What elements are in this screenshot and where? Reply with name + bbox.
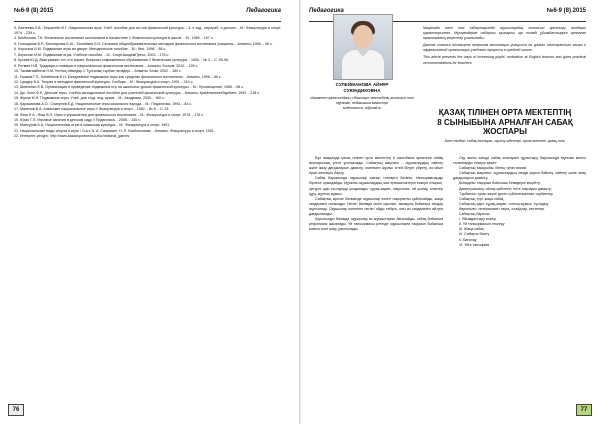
reference-item: 20. Мансуров Б.А. Национальные игры и казахская культура. - М.: Физкультура и спорт, 1991. (14, 123, 171, 128)
author-name-line1: СУЛЕЙМАНОВА АЙНҰР (335, 82, 389, 87)
lesson-plan-line: Сабақтың мақсаты: оқушылардың сөздік қорын байыту, сөйлеу және жазу дағдыларын дамыту; (453, 171, 586, 181)
author-photo (333, 14, 393, 80)
reference-item: 21. Национальные виды спорта и игры / Сост. А. А. Сапрыкин, Н. П. Бекбосынова. - Алматы: Физкультура и спорт, 1991. (14, 128, 215, 133)
abstract-paragraph: This article presents the ways of increasing pupils' motivation at English lessons and gives practical recommendations for teachers. (423, 55, 586, 65)
lesson-plan-line: Сабақтың түрі: жаңа сабақ (459, 196, 504, 201)
body-paragraph: Бұл мақалада қазақ тілінен орта мектептің 8 сыныбына арналған сабақ жоспарының үлгісі ұсынылады. Сабақтың мақсаты – оқушылардың сөйлеу және жазу дағдыларын дамыту, мәтінмен жұмыс істей білуге үйрету, өз ойын еркін жеткізуге баулу. (309, 156, 443, 176)
keywords: Кілт сөздер: сабақ жоспары, оқыту әдістері, орта мектеп, қазақ тілі. (444, 139, 566, 143)
body-paragraph: Қорытынды бөлімде оқушылар өз жұмыстарын бағалайды, сабақ бойынша рефлексия жасалады. Үй тапсырмасы ретінде оқушыларға тақырып бойынша шағын эссе жазу ұсынылады. (309, 217, 443, 232)
header-rule (14, 21, 281, 22)
reference-item: 11. Ушаков Г.Л., Калибеков Б.Н. Ежедневные подвижные игры как средство физического воспитания. - Алматы, 1996. - 85 с. (14, 74, 222, 79)
title-line3: ЖОСПАРЫ (483, 127, 527, 136)
reference-item: 17. Мазилов В.А. Казахские национальные игры // Физкультура и спорт. - 1982. - № 6. - С. 24. (14, 107, 170, 112)
right-page (301, 0, 600, 424)
lesson-plan-line: Сабақтың әдісі: сұрақ-жауап, топтық жұмыс, түсіндіру (459, 201, 549, 206)
abstracts (423, 26, 586, 68)
lesson-plan-line: Дамытушылық: ойлау қабілетін, есте сақтауын дамыту; (459, 186, 552, 191)
reference-item: 22. Интернет-ресурс: http://www.kazaksportnews.kz/kz/national_games (14, 134, 130, 139)
body-paragraph: Сабақ барысында оқушылар шағын топтарға бөлініп, тапсырмаларды бірлесе орындайды. Мұғалім оқушылардың жас ерекшеліктерін ескере отырып, әртүрлі әдіс-тәсілдерді қолданады: сұрақ-жауап, пікірталас, ой қозғау, кластер құру, жұптық жұмыс. (309, 176, 443, 196)
left-page (0, 0, 299, 424)
reference-item: 19. Юрко Г.П. Игровые занятия в детском саду // Педагогика. - 2008. - 130 с. (14, 118, 141, 123)
title-line2: 8 СЫНЫБЫНА АРНАЛҒАН САБАҚ (437, 117, 573, 127)
page-number: 76 (8, 404, 24, 416)
header-title: Педагогика (309, 8, 344, 14)
lesson-plan-line: Сабақтың тақырыбы: Менің туған өлкем (459, 166, 527, 171)
body-column-left (309, 156, 443, 232)
author-email: suleimanova_a@mail.ru (342, 106, 382, 110)
lesson-plan-line: VI. Үйге тапсырма (459, 242, 490, 247)
lesson-plan-line: IV. Сабақты бекіту (459, 232, 490, 237)
reference-item: 14. Дж. Холл Ф.Е. Детские игры. Учебно-методическое пособие для учителей физической культуры. - Алматы: ҚазМемлекетӘдебиет, 1993. - 218 с. (14, 90, 261, 95)
reference-item: 16. Қаражанова А.О., Смагулов Е.Д. Национальные игры казахского народа. - М.: Педагогика, 1993. - 83 с. (14, 101, 193, 106)
reference-item: 4. Бекболова Т.Н. Физическое воспитание школьников в Казахстане // Физическая культура в школе. - М., 1989. - 197 с. (14, 36, 214, 41)
lesson-plan-line: V. Бағалау (459, 237, 477, 242)
author-name-line2: СУЮНДИКОВНА (343, 88, 381, 93)
reference-item: 12. Цандер Б.К. Теория и методика физической культуры. Учебник. - М.: Физкультура и спорт, 1991. - 310 с. (14, 79, 194, 84)
article-title (421, 108, 589, 137)
abstract-paragraph: Мақалада шет тілі сабақтарында оқушылардың ынтасын арттыру жолдары қарастырылған. Мұғалімдерге сабақты қызықты әрі тиімді ұйымдастыруға арналған практикалық кеңестер ұсынылады. (423, 26, 586, 41)
abstract-paragraph: Данная статья посвящена вопросам мотивации учащихся на уроках иностранного языка и эффективной организации учебного процесса в средней школе. (423, 43, 586, 53)
lesson-plan-line: Білімділік: тақырып бойынша білімдерін кеңейту; (459, 181, 541, 186)
reference-item: 9. Ротман Н.В. Традиции и новации в национальном физическом воспитании. - Алматы: Ғылым, 2010. - 128 с. (14, 63, 199, 68)
lesson-plan-line: Тәрбиелік: туған жерге деген сүйіспеншілікке тәрбиелеу. (459, 191, 554, 196)
header-title: Педагогика (246, 8, 281, 14)
header-issue: №6-9 (8) 2015 (546, 8, 586, 14)
reference-item: 10. Тасмағамбетов Н.М. Ұлттық ойындар // Тұлғалық тәрбие негіздері. - Алматы: Білім, 2002. - 180 с. (14, 69, 182, 74)
body-column-right (453, 156, 586, 248)
reference-item: 18. Фиш Н.А., Фиш В.П. Игры и упражнения для физического воспитания. - М.: Физкультура и спорт, 1978. - 176 с. (14, 112, 205, 117)
author-block (309, 82, 415, 111)
header-issue: №6-9 (8) 2015 (14, 8, 54, 14)
lesson-plan-line: Сабақтың барысы: (459, 212, 491, 217)
page-number: 77 (576, 404, 592, 416)
lesson-plan-line: II. Үй тапсырмасын тексеру (459, 222, 505, 227)
lesson-plan-line: III. Жаңа сабақ (459, 227, 484, 232)
reference-item: 5. Голощапов Б.Р., Бахтиярова Б.Ю., Токтабаев Б.Н. Сельские общеобразовательные методики физического воспитания учащихся. - Алматы, 1995. - 98 с. (14, 41, 273, 46)
title-line1: ҚАЗАҚ ТІЛІНЕН ОРТА МЕКТЕПТІҢ (438, 108, 572, 117)
author-affiliation: Шымкент қаласындағы «Жастар» мектебінің ағылшын тілі мұғалімі, педагогика магистрі (310, 96, 414, 105)
lesson-plan-line: Көрнекілігі: интерактивті тақта, слайдтар, кестелер. (459, 206, 545, 211)
reference-item: 6. Коротков И.М. Подвижные игры во дворе: Методическое пособие. - М.: Фис, 1998. - 88 с. (14, 47, 167, 52)
reference-item: 3. Бахтеева Л.В., Берштейн В.Г. Национальная игра. Учеб. пособие для ин-тов физической культуры. - 4- е изд., перераб. и дополн. - М.: Физкультура и спорт, 1974. - 239 с. (14, 26, 281, 36)
reference-list (14, 26, 281, 140)
body-paragraph: Оқу жылы ішінде сабақ жоспарын құрастыру барысында мұғалім келесі талаптарды ескеруі қажет: (453, 156, 586, 166)
reference-item: 15. Жуков М.Н. Подвижные игры: Учеб. для студ. пед. вузов. - М.: Академия, 2000. - 160 с. (14, 96, 165, 101)
body-paragraph: Сабақтың кіріспе бөлімінде оқушылар өткен тақырыпты қайталайды, жаңа сөздермен танысады. Негізгі бөлімде мәтін оқылып, мазмұны бойынша талдау жүргізіледі. Оқушылар мәтіннен негізгі ойды табуға, оны өз сөздерімен айтуға дағдыланады. (309, 196, 443, 217)
reference-item: 13. Шевченко Е.В. Организация и проведение подвижных игр на школьных уроках физической культуры. - М.: Просвещение, 1965. - 98 с. (14, 85, 244, 90)
reference-item: 7. Беркстан И.М. Подвижные игры. Учебное пособие. - М.: СпортАкадемПресс, 2002. - 176 с. (14, 52, 170, 57)
reference-item: 8. Кутаев Ю.Д. Выигрывает тот, кто играет. Вопросы современного образования // Физическая культура. - 1990. - № 3. - С. 95-96. (14, 58, 230, 63)
lesson-plan-line: I. Ұйымдастыру кезеңі (459, 217, 496, 222)
photo-face (353, 25, 373, 49)
